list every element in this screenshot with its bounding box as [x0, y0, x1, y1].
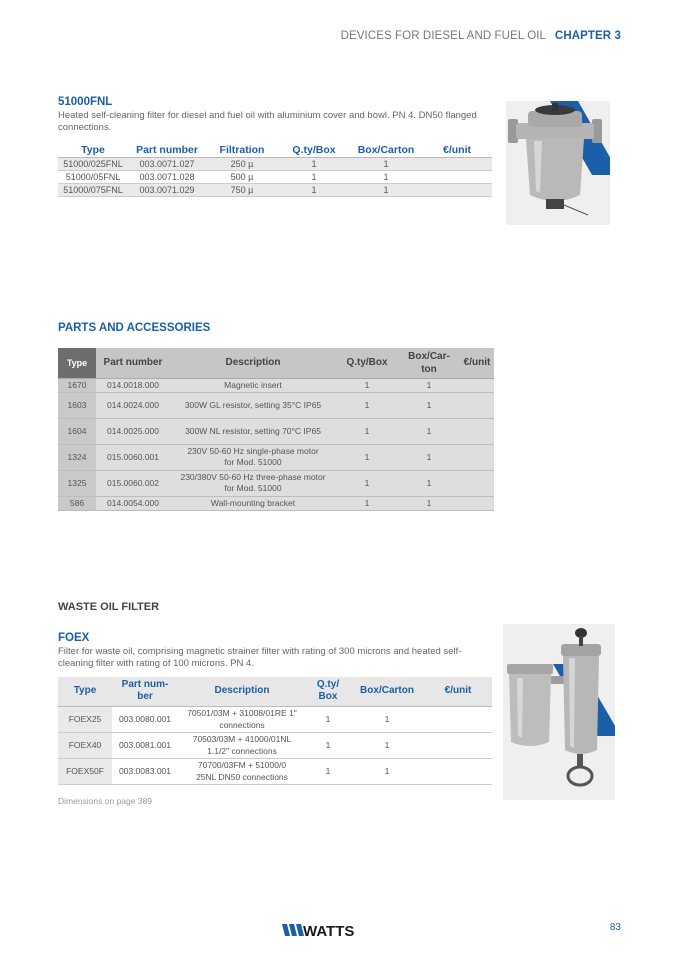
- cell: 003.0080.001: [112, 706, 178, 732]
- table-row: [58, 378, 494, 392]
- cell: [424, 732, 492, 758]
- cell: 51000/025FNL: [58, 157, 128, 170]
- page-header: [341, 30, 621, 42]
- cell: [460, 496, 494, 510]
- cell: 1: [336, 470, 398, 496]
- cell: Magnetic insert: [170, 378, 336, 392]
- cell: [422, 183, 492, 196]
- column-header: Type: [58, 348, 96, 378]
- cell: 1: [306, 706, 350, 732]
- section-label: DEVICES FOR DIESEL AND FUEL OIL: [340, 30, 546, 42]
- parts-section-title: PARTS AND ACCESSORIES: [58, 322, 211, 334]
- cell: Wall-mounting bracket: [170, 496, 336, 510]
- cell: 1: [350, 706, 424, 732]
- table-row: [58, 470, 494, 496]
- column-header: Description: [178, 677, 306, 706]
- cell: [424, 758, 492, 784]
- cell: 1: [350, 183, 422, 196]
- product-description-51000fnl: Heated self-cleaning filter for diesel and fuel oil with aluminium cover and bowl. PN 4. DN50 flanged connections.: [58, 110, 477, 133]
- cell: 014.0054.000: [96, 496, 170, 510]
- column-header: Box/Car- ton: [398, 348, 460, 378]
- cell: [460, 392, 494, 418]
- column-header: Q.ty/ Box: [306, 677, 350, 706]
- cell: 015.0060.002: [96, 470, 170, 496]
- table-row: [58, 444, 494, 470]
- cell: [422, 157, 492, 170]
- cell: 586: [58, 496, 96, 510]
- table-row: [58, 183, 492, 196]
- table-header-row: [58, 348, 494, 378]
- cell: [424, 706, 492, 732]
- column-header: Part number: [128, 143, 206, 157]
- cell: 230V 50-60 Hz single-phase motor for Mod. 51000: [170, 444, 336, 470]
- cell: 1: [350, 758, 424, 784]
- column-header: Type: [58, 677, 112, 706]
- cell: 1: [336, 392, 398, 418]
- cell: 1: [336, 378, 398, 392]
- cell: 014.0025.000: [96, 418, 170, 444]
- dimensions-note: Dimensions on page 389: [58, 796, 153, 806]
- cell: [422, 170, 492, 183]
- cell: 70503/03M + 41000/01NL 1.1/2" connections: [178, 732, 306, 758]
- cell: 300W GL resistor, setting 35°C IP65: [170, 392, 336, 418]
- column-header: Part number: [96, 348, 170, 378]
- cell: 1325: [58, 470, 96, 496]
- table-row: [58, 392, 494, 418]
- column-header: Q.ty/Box: [278, 143, 350, 157]
- cell: 1: [398, 378, 460, 392]
- cell: 1: [398, 496, 460, 510]
- cell: 1603: [58, 392, 96, 418]
- table-header-row: [58, 143, 492, 157]
- cell: 70501/03M + 31008/01RE 1" connections: [178, 706, 306, 732]
- column-header: Type: [58, 143, 128, 157]
- table-row: [58, 706, 492, 732]
- watts-logo: [281, 921, 366, 940]
- product-title-foex: FOEX: [58, 632, 90, 644]
- product-title-51000fnl: 51000FNL: [58, 96, 113, 108]
- cell: [460, 470, 494, 496]
- chapter-label: CHAPTER 3: [554, 30, 621, 42]
- cell: 003.0083.001: [112, 758, 178, 784]
- table-row: [58, 157, 492, 170]
- product-table-51000fnl: [58, 143, 492, 197]
- column-header: Q.ty/Box: [336, 348, 398, 378]
- cell: 1: [398, 418, 460, 444]
- cell: 014.0018.000: [96, 378, 170, 392]
- waste-section-title: WASTE OIL FILTER: [58, 601, 160, 613]
- cell: 230/380V 50-60 Hz three-phase motor for Mod. 51000: [170, 470, 336, 496]
- cell: 1324: [58, 444, 96, 470]
- cell: 014.0024.000: [96, 392, 170, 418]
- cell: 1: [350, 157, 422, 170]
- column-header: Part num- ber: [112, 677, 178, 706]
- cell: 1670: [58, 378, 96, 392]
- table-row: [58, 170, 492, 183]
- product-table-foex: [58, 677, 492, 785]
- cell: 1604: [58, 418, 96, 444]
- cell: 51000/075FNL: [58, 183, 128, 196]
- cell: 1: [306, 732, 350, 758]
- cell: 1: [336, 496, 398, 510]
- cell: [460, 444, 494, 470]
- cell: 003.0071.029: [128, 183, 206, 196]
- cell: 1: [278, 170, 350, 183]
- column-header: €/unit: [424, 677, 492, 706]
- cell: 1: [278, 157, 350, 170]
- cell: FOEX40: [58, 732, 112, 758]
- column-header: €/unit: [460, 348, 494, 378]
- table-row: [58, 732, 492, 758]
- parts-table: [58, 348, 494, 511]
- cell: 250 µ: [206, 157, 278, 170]
- column-header: Filtration: [206, 143, 278, 157]
- cell: 003.0081.001: [112, 732, 178, 758]
- product-photo-51000fnl: [506, 101, 610, 225]
- cell: 750 µ: [206, 183, 278, 196]
- cell: 1: [350, 170, 422, 183]
- cell: [460, 418, 494, 444]
- cell: 500 µ: [206, 170, 278, 183]
- cell: 51000/05FNL: [58, 170, 128, 183]
- cell: 70700/03FM + 51000/0 25NL DN50 connections: [178, 758, 306, 784]
- table-row: [58, 758, 492, 784]
- column-header: Description: [170, 348, 336, 378]
- cell: 1: [350, 732, 424, 758]
- product-description-foex: Filter for waste oil, comprising magnetic strainer filter with rating of 300 microns and heated self-cleaning filter with rating of 100 microns. PN 4.: [58, 646, 462, 669]
- column-header: €/unit: [422, 143, 492, 157]
- cell: 1: [336, 418, 398, 444]
- cell: 003.0071.028: [128, 170, 206, 183]
- cell: 1: [278, 183, 350, 196]
- cell: 003.0071.027: [128, 157, 206, 170]
- cell: 1: [398, 392, 460, 418]
- table-row: [58, 496, 494, 510]
- brand-text: WATTS: [303, 923, 355, 940]
- cell: 1: [336, 444, 398, 470]
- cell: FOEX50F: [58, 758, 112, 784]
- table-row: [58, 418, 494, 444]
- product-photo-foex: [503, 624, 615, 800]
- cell: 300W NL resistor, setting 70°C IP65: [170, 418, 336, 444]
- cell: [460, 378, 494, 392]
- cell: 1: [398, 470, 460, 496]
- cell: 1: [398, 444, 460, 470]
- cell: FOEX25: [58, 706, 112, 732]
- table-header-row: [58, 677, 492, 706]
- column-header: Box/Carton: [350, 677, 424, 706]
- cell: 015.0060.001: [96, 444, 170, 470]
- column-header: Box/Carton: [350, 143, 422, 157]
- cell: 1: [306, 758, 350, 784]
- page-number: 83: [609, 922, 621, 933]
